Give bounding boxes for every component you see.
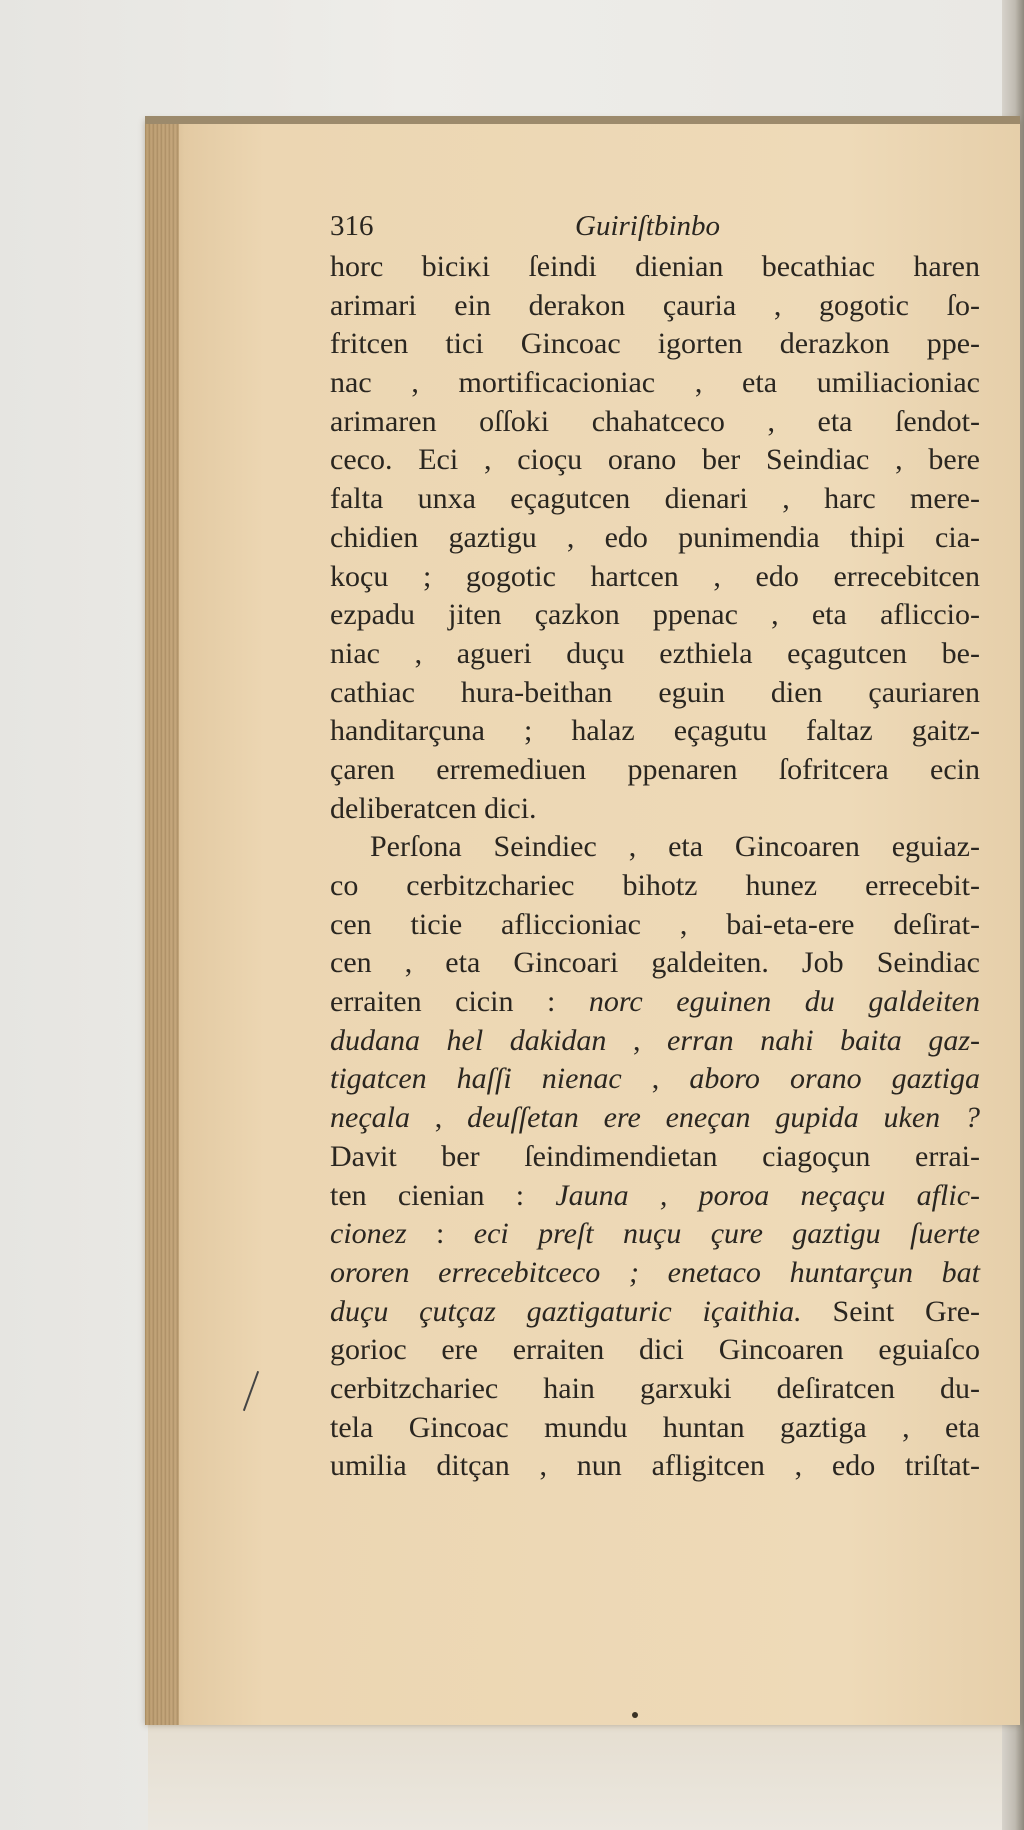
text-line <box>330 480 980 519</box>
text-run: cen ticie afliccioniac , bai-eta-ere deſirat- <box>330 907 980 941</box>
text-run: fritcen tici Gincoac igorten derazkon ppe- <box>330 327 980 361</box>
text-run: , <box>409 1101 468 1135</box>
text-run: ezpadu jiten çazkon ppenac , eta afliccio- <box>330 598 980 632</box>
text-line <box>330 287 980 326</box>
page-number: 316 <box>330 210 374 242</box>
italic-text: norc eguinen du galdeiten <box>588 985 980 1019</box>
text-line <box>330 944 980 983</box>
italic-text: neçala <box>330 1101 410 1135</box>
text-run: koçu ; gogotic hartcen , edo errecebitcen <box>330 559 980 593</box>
text-line <box>330 1331 980 1370</box>
text-line <box>330 248 980 287</box>
text-line <box>330 1409 980 1448</box>
text-run: çaren erremediuen ppenaren ſofritcera ecin <box>330 752 980 786</box>
text-line <box>330 558 980 597</box>
text-run: cathiac hura-beithan eguin dien çauriaren <box>330 675 980 709</box>
text-run: umilia ditçan , nun afligitcen , edo triſtat- <box>330 1449 980 1483</box>
body-text <box>330 248 980 1486</box>
italic-text: cionez <box>330 1217 407 1251</box>
text-run: niac , agueri duçu ezthiela eçagutcen be- <box>330 636 980 670</box>
text-run: arimaren oſſoki chahatceco , eta ſendot- <box>330 404 980 438</box>
text-line <box>330 519 980 558</box>
text-run: , <box>621 1062 690 1096</box>
italic-text: eci preſt nuçu çure gaztigu ſuerte <box>473 1217 980 1251</box>
text-line <box>330 1022 980 1061</box>
text-line <box>330 906 980 945</box>
text-line <box>330 325 980 364</box>
text-run: arimari ein derakon çauria , gogotic ſo- <box>330 288 980 322</box>
text-line <box>330 403 980 442</box>
italic-text: ororen errecebitceco ; enetaco huntarçun bat <box>330 1255 980 1289</box>
text-run: erraiten cicin : <box>330 985 589 1019</box>
text-line <box>330 364 980 403</box>
italic-text: erran nahi baita gaz- <box>667 1023 980 1057</box>
italic-text: deuſſetan ere eneçan gupida uken ? <box>467 1101 980 1135</box>
text-run: deliberatcen dici. <box>330 791 537 825</box>
text-line <box>330 1293 980 1332</box>
text-line <box>330 828 980 867</box>
italic-text: tigatcen haſſi nienac <box>330 1062 622 1096</box>
text-run: handitarçuna ; halaz eçagutu faltaz gaitz- <box>330 714 980 748</box>
text-line <box>330 1254 980 1293</box>
text-line <box>330 1177 980 1216</box>
italic-text: dudana hel dakidan <box>330 1023 607 1057</box>
page-top-edge <box>145 116 1020 124</box>
text-line <box>330 1138 980 1177</box>
page-header <box>330 210 980 246</box>
text-run: Perſona Seindiec , eta Gincoaren eguiaz- <box>370 830 980 864</box>
text-line <box>330 1370 980 1409</box>
text-run: Seint Gre- <box>801 1294 980 1328</box>
italic-text: duçu çutçaz gaztigaturic içaithia. <box>330 1294 802 1328</box>
text-run: gorioc ere erraiten dici Gincoaren eguiaſco <box>330 1333 980 1367</box>
text-line <box>330 1060 980 1099</box>
text-run: , <box>606 1023 668 1057</box>
text-line <box>330 1215 980 1254</box>
text-run: nac , mortificacioniac , eta umiliacioniac <box>330 366 980 400</box>
text-line <box>330 751 980 790</box>
italic-text: Jauna , poroa neçaçu aflic- <box>555 1178 980 1212</box>
text-run: falta unxa eçagutcen dienari , harc mere- <box>330 482 980 516</box>
text-line <box>330 712 980 751</box>
text-run: : <box>406 1217 474 1251</box>
text-run: ceco. Eci , cioçu orano ber Seindiac , bere <box>330 443 980 477</box>
text-line <box>330 635 980 674</box>
text-line <box>330 1447 980 1486</box>
ink-dot <box>632 1712 638 1718</box>
text-run: ten cienian : <box>330 1178 556 1212</box>
text-run: tela Gincoac mundu huntan gaztiga , eta <box>330 1410 980 1444</box>
italic-text: aboro orano gaztiga <box>689 1062 981 1096</box>
text-run: chidien gaztigu , edo punimendia thipi cia- <box>330 520 980 554</box>
text-line <box>330 867 980 906</box>
text-run: co cerbitzchariec bihotz hunez errecebit- <box>330 869 980 902</box>
running-head: Guiriſtbinbo <box>575 210 721 242</box>
page-text-block <box>330 210 980 1486</box>
page-stack-edge <box>145 120 179 1725</box>
text-run: horc biciκi ſeindi dienian becathiac haren <box>330 250 980 283</box>
text-line <box>330 983 980 1022</box>
text-run: cerbitzchariec hain garxuki deſiratcen du- <box>330 1371 980 1405</box>
text-run: cen , eta Gincoari galdeiten. Job Seindiac <box>330 946 980 980</box>
text-line <box>330 441 980 480</box>
text-line <box>330 1099 980 1138</box>
text-line <box>330 790 980 829</box>
text-run: Davit ber ſeindimendietan ciagoçun errai- <box>330 1139 980 1173</box>
text-line <box>330 674 980 713</box>
text-line <box>330 596 980 635</box>
